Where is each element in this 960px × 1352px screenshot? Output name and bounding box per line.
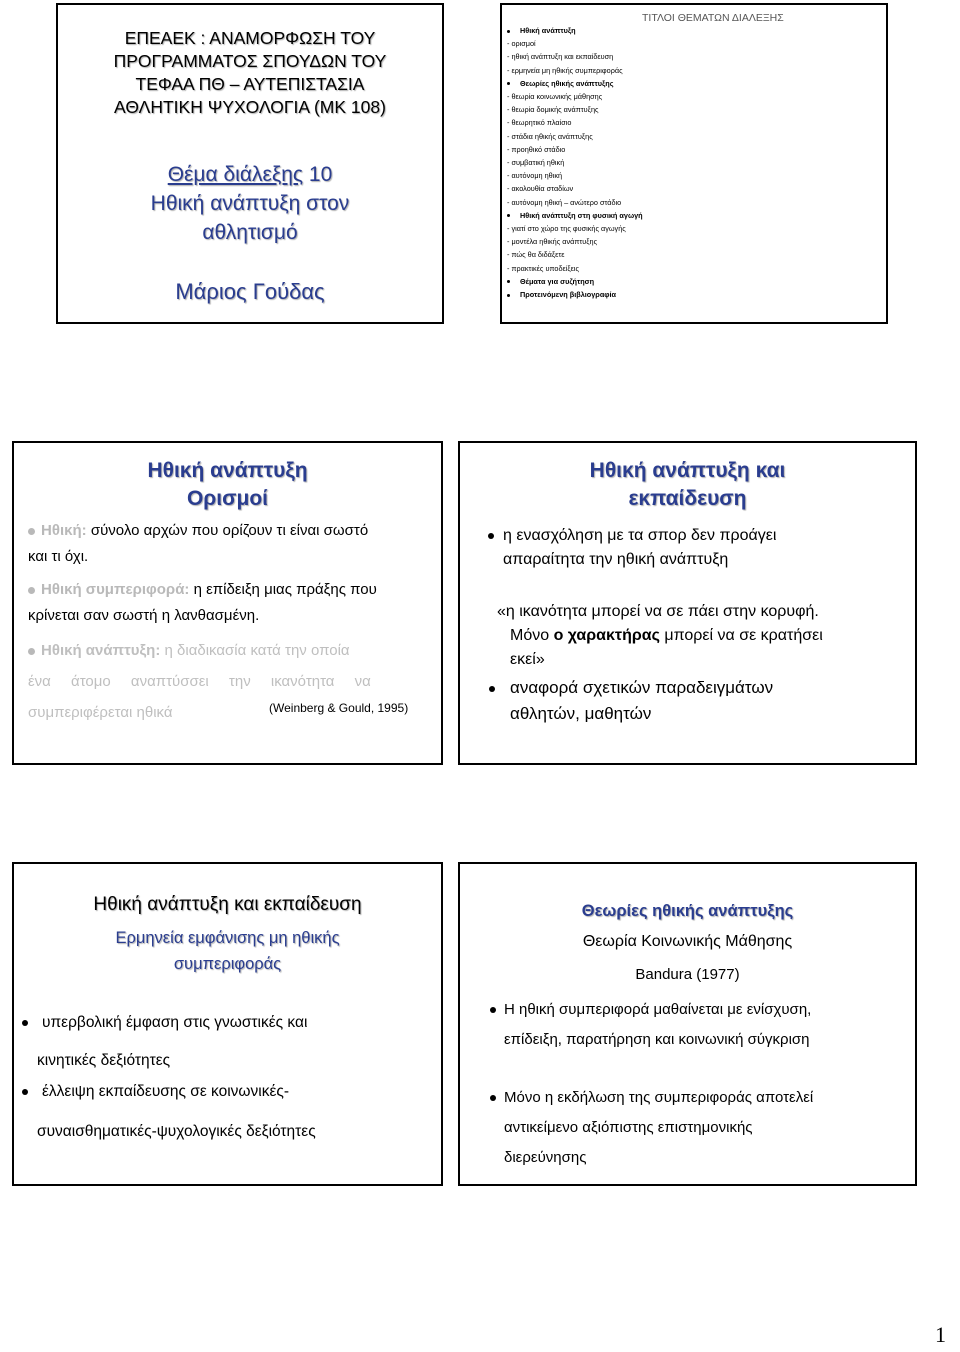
contents-subitem bbox=[507, 116, 643, 129]
bullet-social-skills bbox=[22, 1072, 316, 1152]
bullet2-line-3: διερεύνησης bbox=[504, 1149, 587, 1166]
header-line-3: ΤΕΦΑΑ ΠΘ – ΑΥΤΕΠΙΣΤΑΣΙΑ bbox=[135, 74, 365, 94]
contents-subitem bbox=[507, 248, 643, 261]
bullet-icon bbox=[22, 1089, 28, 1095]
title-line-2: Ορισμοί bbox=[186, 487, 269, 510]
bullet-icon bbox=[488, 533, 494, 539]
quote-line-2c: μπορεί να σε κρατήσει bbox=[664, 627, 823, 644]
contents-item-text: - ακολουθία σταδίων bbox=[507, 184, 574, 194]
slide-source: Bandura (1977) bbox=[635, 966, 740, 983]
contents-subitem bbox=[507, 130, 643, 143]
bullet2-line-2: συναισθηματικές-ψυχολογικές δεξιότητες bbox=[37, 1123, 316, 1140]
contents-item-text: - πώς θα διδάξετε bbox=[507, 250, 565, 260]
contents-item-text: Ηθική ανάπτυξη στη φυσική αγωγή bbox=[520, 210, 643, 220]
text-ethical-behavior-1: η επίδειξη μιας πράξης που bbox=[193, 581, 377, 598]
contents-item-text: - θεωρία κοινωνικής μάθησης bbox=[507, 92, 603, 102]
citation: (Weinberg & Gould, 1995) bbox=[269, 701, 409, 715]
contents-item-text: - ερμηνεία μη ηθικής συμπεριφοράς bbox=[507, 65, 623, 75]
text-moral-development-2: ένα άτομο αναπτύσσει την ικανότητα να bbox=[28, 673, 371, 690]
contents-item-text: - θεωρητικό πλαίσιο bbox=[507, 118, 572, 128]
subtitle-line-2: συμπεριφοράς bbox=[173, 955, 282, 973]
title-line-1: Ηθική ανάπτυξη και bbox=[589, 459, 786, 482]
title-line-1: Ηθική ανάπτυξη bbox=[147, 459, 308, 482]
text-ethics-2: και τι όχι. bbox=[28, 548, 89, 565]
contents-item-text: - ηθική ανάπτυξη και εκπαίδευση bbox=[507, 52, 614, 62]
title-line-2: εκπαίδευση bbox=[628, 487, 747, 510]
contents-subitem bbox=[507, 90, 643, 103]
slide-theories bbox=[458, 862, 917, 1186]
bullet-icon bbox=[507, 214, 510, 217]
contents-subitem bbox=[507, 37, 643, 50]
slide-nonmoral-behavior bbox=[12, 862, 443, 1186]
slide-title: Ηθική ανάπτυξη και εκπαίδευση bbox=[93, 894, 362, 915]
quote-line-3: εκεί» bbox=[510, 651, 545, 668]
slide-subtitle: Θεωρία Κοινωνικής Μάθησης bbox=[582, 933, 793, 950]
slide-title bbox=[14, 457, 441, 513]
bullet1-line-2: κινητικές δεξιότητες bbox=[37, 1052, 171, 1069]
definition-ethical-behavior bbox=[28, 577, 377, 629]
term-ethics: Ηθική: bbox=[41, 522, 87, 539]
text-ethical-behavior-2: κρίνεται σαν σωστή η λανθασμένη. bbox=[28, 607, 260, 624]
definition-ethics bbox=[28, 518, 368, 570]
bullet1-line-2: επίδειξη, παρατήρηση και κοινωνική σύγκριση bbox=[504, 1031, 810, 1048]
slide-contents bbox=[500, 3, 888, 324]
bullet2-line-2: αντικείμενο αξιόπιστης επιστημονικής bbox=[504, 1119, 753, 1136]
topic-label: Θέμα διάλεξης bbox=[167, 163, 304, 186]
quote-line-1: «η ικανότητα μπορεί να σε πάει στην κορυφή. bbox=[497, 603, 819, 620]
header-line-4: ΑΘΛΗΤΙΚΗ ΨΥΧΟΛΟΓΙΑ (ΜΚ 108) bbox=[114, 97, 386, 117]
bullet-icon bbox=[507, 280, 510, 283]
text-moral-development-1: η διαδικασία κατά την οποία bbox=[164, 642, 350, 659]
contents-item-text: - μοντέλα ηθικής ανάπτυξης bbox=[507, 237, 598, 247]
page-number: 1 bbox=[935, 1322, 946, 1347]
bullet-icon bbox=[490, 1007, 496, 1013]
bullet-icon bbox=[28, 528, 35, 535]
slide-title bbox=[460, 457, 915, 513]
slide-definitions bbox=[12, 441, 443, 765]
subtitle-line-1: Ερμηνεία εμφάνισης μη ηθικής bbox=[115, 929, 340, 947]
contents-subitem bbox=[507, 196, 643, 209]
contents-header: ΤΙΤΛΟΙ ΘΕΜΑΤΩΝ ΔΙΑΛΕΞΗΣ bbox=[642, 12, 784, 24]
quote bbox=[497, 600, 823, 672]
contents-subitem bbox=[507, 64, 643, 77]
contents-item-text: - αυτόνομη ηθική bbox=[507, 171, 563, 181]
contents-item-text: - στάδια ηθικής ανάπτυξης bbox=[507, 131, 593, 141]
topic-number: 10 bbox=[308, 163, 333, 186]
header-line-1: ΕΠΕΑΕΚ : ΑΝΑΜΟΡΦΩΣΗ ΤΟΥ bbox=[124, 28, 376, 48]
contents-item-text: Ηθική ανάπτυξη bbox=[520, 26, 576, 35]
slide-education bbox=[458, 441, 917, 765]
term-ethical-behavior: Ηθική συμπεριφορά: bbox=[41, 581, 190, 598]
bullet-examples bbox=[489, 675, 773, 727]
contents-subitem bbox=[507, 50, 643, 63]
header-line-2: ΠΡΟΓΡΑΜΜΑΤΟΣ ΣΠΟΥΔΩΝ ΤΟΥ bbox=[113, 51, 387, 71]
course-header bbox=[58, 27, 442, 119]
contents-section bbox=[507, 77, 643, 90]
contents-subitem bbox=[507, 103, 643, 116]
slide-title bbox=[56, 3, 444, 324]
lecture-topic bbox=[58, 160, 442, 247]
topic-title-1: Ηθική ανάπτυξη στον bbox=[150, 192, 350, 215]
topic-heading bbox=[58, 160, 442, 189]
bullet2-line-1: έλλειψη εκπαίδευσης σε κοινωνικές- bbox=[42, 1083, 290, 1100]
bullet2-line-1: αναφορά σχετικών παραδειγμάτων bbox=[510, 678, 774, 697]
contents-section bbox=[507, 288, 643, 301]
contents-item-text: - συμβατική ηθική bbox=[507, 158, 565, 168]
slide-title: Θεωρίες ηθικής ανάπτυξης bbox=[581, 902, 794, 920]
bullet1-line-1: Η ηθική συμπεριφορά μαθαίνεται με ενίσχυση, bbox=[504, 1001, 812, 1018]
contents-section bbox=[507, 275, 643, 288]
bullet1-line-2: απαραίτητα την ηθική ανάπτυξη bbox=[503, 551, 729, 568]
contents-item-text: - θεωρία δομικής ανάπτυξης bbox=[507, 105, 599, 115]
topic-title-2: αθλητισμό bbox=[202, 221, 298, 244]
contents-section bbox=[507, 209, 643, 222]
bullet-icon bbox=[507, 294, 510, 297]
slide-subtitle bbox=[14, 925, 441, 977]
text-ethics-1: σύνολο αρχών που ορίζουν τι είναι σωστό bbox=[90, 522, 369, 539]
bullet-learned-behavior bbox=[490, 995, 811, 1055]
bullet-icon bbox=[28, 587, 35, 594]
term-moral-development: Ηθική ανάπτυξη: bbox=[41, 642, 161, 659]
author: Μάριος Γούδας bbox=[175, 279, 325, 304]
bullet-icon bbox=[507, 82, 510, 85]
bullet-cognitive-skills bbox=[22, 1004, 307, 1080]
bullet-icon bbox=[490, 1095, 496, 1101]
bullet1-line-1: υπερβολική έμφαση στις γνωστικές και bbox=[42, 1014, 308, 1031]
contents-subitem bbox=[507, 182, 643, 195]
contents-subitem bbox=[507, 143, 643, 156]
bullet-icon bbox=[22, 1020, 28, 1026]
bullet-icon bbox=[28, 648, 35, 655]
contents-section bbox=[507, 24, 643, 37]
contents-item-text: - ορισμοί bbox=[507, 39, 536, 49]
contents-subitem bbox=[507, 262, 643, 275]
bullet-icon bbox=[507, 30, 510, 33]
bullet2-line-1: Μόνο η εκδήλωση της συμπεριφοράς αποτελεί bbox=[504, 1089, 814, 1106]
contents-subitem bbox=[507, 235, 643, 248]
contents-list bbox=[507, 24, 643, 301]
bullet1-line-1: η ενασχόληση με τα σπορ δεν προάγει bbox=[503, 527, 777, 544]
contents-item-text: - πρακτικές υποδείξεις bbox=[507, 263, 580, 273]
bullet-icon bbox=[489, 686, 495, 692]
contents-item-text: Θέματα για συζήτηση bbox=[520, 276, 595, 286]
contents-subitem bbox=[507, 222, 643, 235]
contents-item-text: - προηθικό στάδιο bbox=[507, 144, 566, 154]
contents-subitem bbox=[507, 156, 643, 169]
quote-line-2b: ο χαρακτήρας bbox=[553, 627, 660, 644]
quote-line-2a: Μόνο bbox=[510, 627, 550, 644]
bullet-scientific-investigation bbox=[490, 1083, 813, 1173]
contents-item-text: - αυτόνομη ηθική – ανώτερο στάδιο bbox=[507, 197, 622, 207]
contents-item-text: - γιατί στο χώρο της φυσικής αγωγής bbox=[507, 224, 626, 234]
bullet2-line-2: αθλητών, μαθητών bbox=[510, 704, 652, 723]
contents-item-text: Προτεινόμενη βιβλιογραφία bbox=[520, 290, 617, 300]
contents-item-text: Θεωρίες ηθικής ανάπτυξης bbox=[520, 78, 614, 88]
contents-subitem bbox=[507, 169, 643, 182]
bullet-sports-participation bbox=[488, 524, 776, 572]
text-moral-development-3: συμπεριφέρεται ηθικά bbox=[28, 704, 173, 721]
